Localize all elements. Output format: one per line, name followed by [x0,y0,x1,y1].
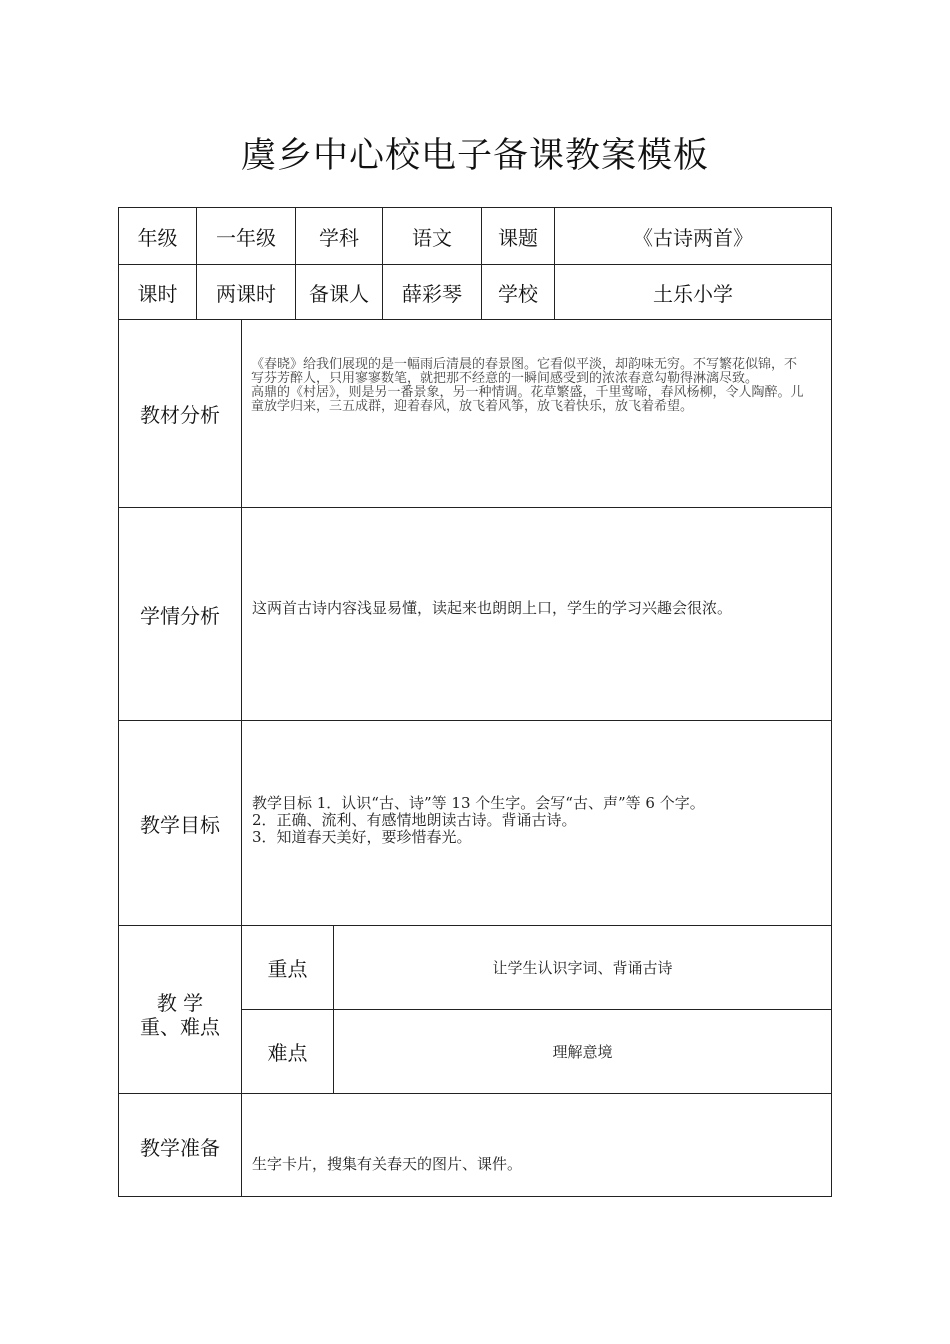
objective-line: 教学目标 1．认识“古、诗”等 13 个生字。会写“古、声”等 6 个字。 [252,794,705,812]
table-border-bottom [118,1196,832,1197]
objective-line: 3．知道春天美好，要珍惜春光。 [252,828,472,846]
key-point-value: 让学生认识字词、背诵古诗 [492,959,673,977]
key-difficult-label-line1: 教 学 [156,990,204,1015]
topic-value: 《古诗两首》 [633,225,753,250]
material-analysis-label: 教材分析 [140,403,220,427]
material-analysis-line: 童放学归来，三五成群，迎着春风，放飞着风筝，放飞着快乐，放飞着希望。 [251,399,694,414]
material-analysis-line: 高鼎的《村居》，则是另一番景象，另一种情调。花草繁盛，千里莺啼，春风杨柳，令人陶醉。儿 [251,385,804,400]
teaching-preparation-content: 生字卡片，搜集有关春天的图片、课件。 [252,1155,523,1173]
subject-value: 语文 [412,225,452,250]
key-point-label: 重点 [267,957,308,981]
subject-label: 学科 [319,225,359,250]
learner-analysis-label: 学情分析 [140,603,220,628]
key-difficult-label [119,926,241,1093]
teaching-objectives-label: 教学目标 [140,812,220,837]
table-border-right [831,207,832,1197]
topic-label: 课题 [498,225,538,250]
teaching-preparation-label: 教学准备 [140,1136,220,1160]
objective-line: 2．正确、流利、有感情地朗读古诗。背诵古诗。 [252,811,577,829]
lesson-plan-table [118,207,832,1197]
school-value: 土乐小学 [653,281,733,306]
grade-label: 年级 [137,225,178,250]
school-label: 学校 [498,281,538,306]
difficult-point-value: 理解意境 [552,1043,613,1061]
preparer-label: 备课人 [309,281,369,306]
learner-analysis-content: 这两首古诗内容浅显易懂，读起来也朗朗上口，学生的学习兴趣会很浓。 [252,598,733,617]
difficult-point-label: 难点 [267,1041,308,1065]
grade-value: 一年级 [216,225,276,250]
teaching-objectives-content [242,795,831,846]
period-label: 课时 [137,281,178,306]
period-value: 两课时 [216,281,276,306]
preparer-value: 薛彩琴 [402,281,462,306]
key-difficult-label-line2: 重、难点 [140,1014,220,1039]
material-analysis-line: 《春晓》给我们展现的是一幅雨后清晨的春景图。它看似平淡，却韵味无穷。不写繁花似锦，不 [251,357,798,372]
material-analysis-line: 写芬芳醉人，只用寥寥数笔，就把那不经意的一瞬间感受到的浓浓春意勾勒得淋漓尽致。 [251,371,759,386]
material-analysis-content [242,358,831,414]
page-title: 虞乡中心校电子备课教案模板 [240,136,709,176]
